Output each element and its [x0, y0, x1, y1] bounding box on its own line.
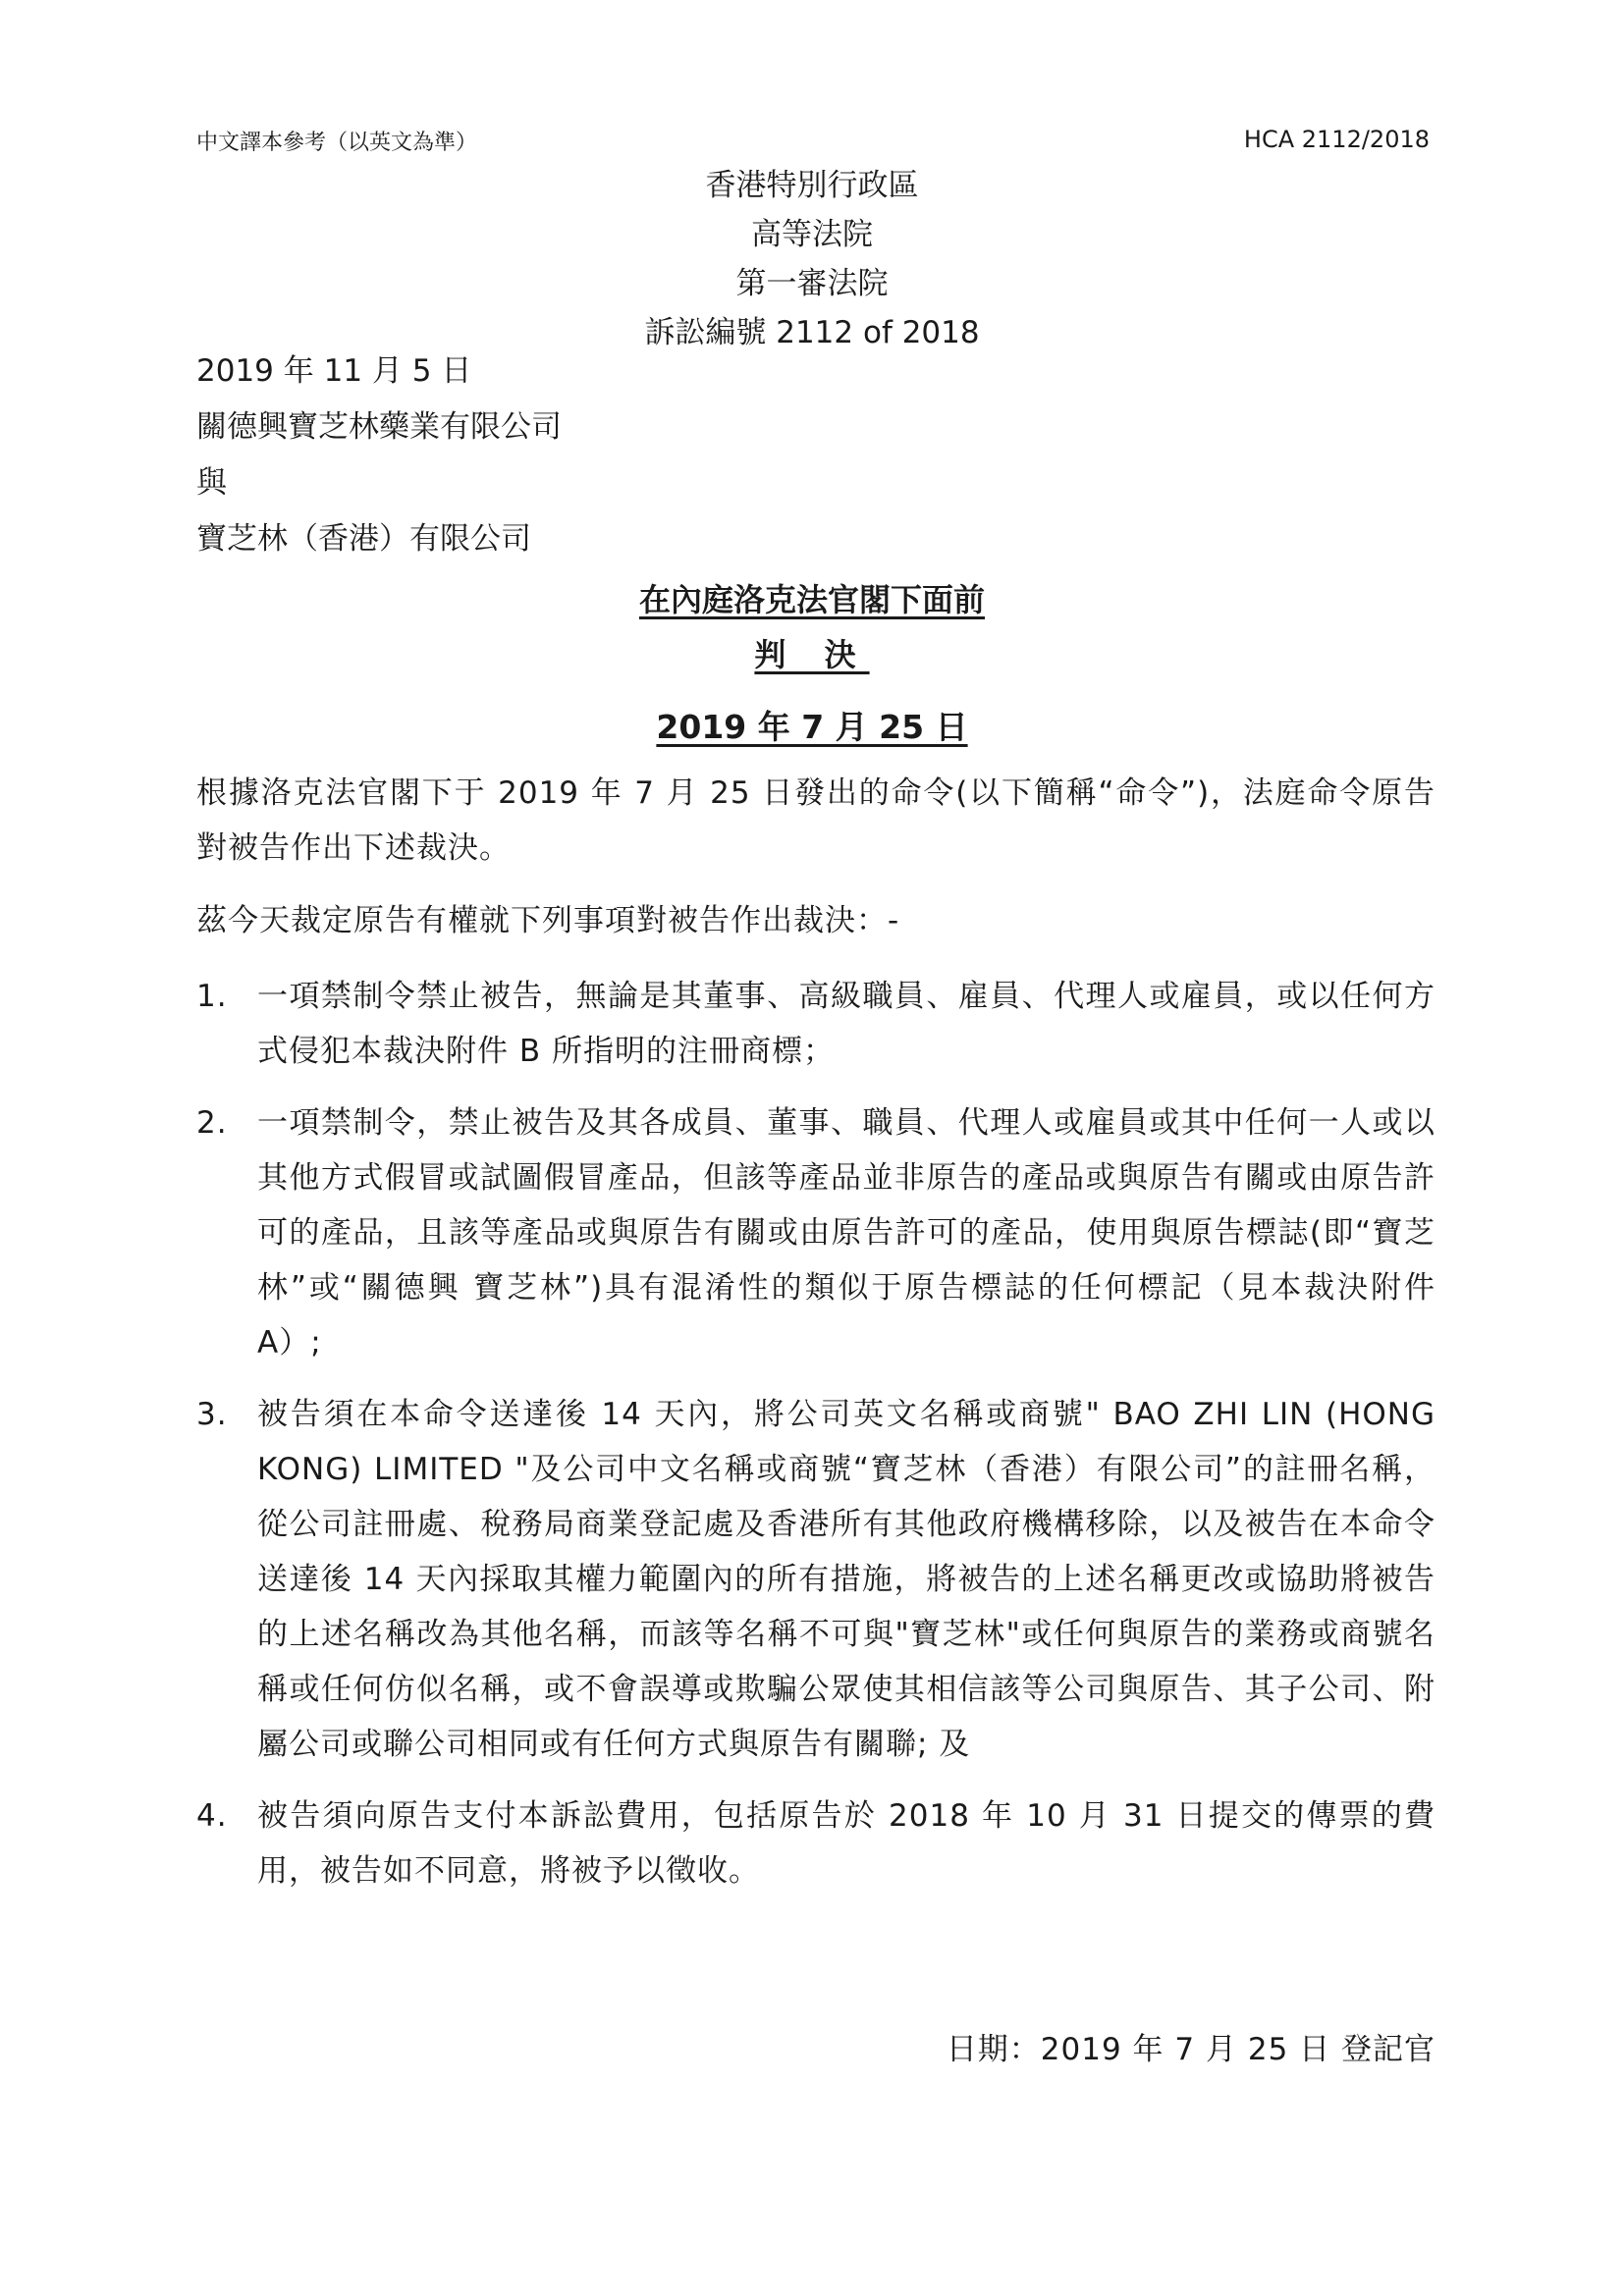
- court-region: 香港特別行政區: [705, 168, 919, 203]
- order-list: [196, 969, 1435, 1915]
- filing-date: 2019 年 11 月 5 日: [196, 353, 472, 389]
- list-item: [196, 1095, 1435, 1370]
- item-text: 一項禁制令禁止被告，無論是其董事、高級職員、雇員、代理人或雇員，或以任何方式侵犯本裁決附件 B 所指明的注冊商標；: [257, 979, 1435, 1069]
- action-number: 訴訟編號 2112 of 2018: [644, 315, 980, 350]
- judgment-date-title: [0, 702, 1624, 748]
- court-name: 高等法院: [751, 217, 873, 252]
- and-connector: 與: [196, 465, 227, 501]
- item-number: 1.: [196, 979, 228, 1014]
- parties-block: [196, 344, 562, 567]
- item-number: 3.: [196, 1397, 228, 1432]
- item-text: 被告須向原告支付本訴訟費用，包括原告於 2018 年 10 月 31 日提交的傳票的費用，被告如不同意，將被予以徵收。: [257, 1798, 1435, 1889]
- before-judge-text: 在內庭洛克法官閣下面前: [638, 581, 985, 618]
- judgment-title: [0, 630, 1624, 675]
- list-item: [196, 1789, 1435, 1898]
- item-number: 4.: [196, 1798, 228, 1834]
- plaintiff-name: 關德興寶芝林藥業有限公司: [196, 409, 562, 445]
- date-signoff: 日期：2019 年 7 月 25 日 登記官: [946, 2032, 1435, 2067]
- item-text: 一項禁制令，禁止被告及其各成員、董事、職員、代理人或雇員或其中任何一人或以其他方式假冒或試圖假冒產品，但該等產品並非原告的產品或與原告有關或由原告許可的產品，且該等產品或與原告有關或由原告許可的產品，使用與原告標誌(即“寶芝林”或“關德興 寶芝林”)具有混淆性的類似于原告標誌的任何標記（見本裁決附件 A）;: [257, 1105, 1435, 1361]
- item-number: 2.: [196, 1105, 228, 1141]
- translation-note: 中文譯本參考（以英文為準）: [196, 131, 478, 155]
- defendant-name: 寶芝林（香港）有限公司: [196, 521, 531, 557]
- case-reference: HCA 2112/2018: [1243, 126, 1430, 153]
- judgment-text: 判 決: [754, 636, 870, 673]
- intro-paragraph: 根據洛克法官閣下于 2019 年 7 月 25 日發出的命令(以下簡稱“命令”)，法庭命令原告對被告作出下述裁決。: [196, 775, 1435, 866]
- decree-paragraph: 茲今天裁定原告有權就下列事項對被告作出裁決：-: [196, 903, 900, 938]
- list-item: [196, 969, 1435, 1079]
- list-item: [196, 1387, 1435, 1772]
- item-text: 被告須在本命令送達後 14 天內，將公司英文名稱或商號" BAO ZHI LIN (HONG KONG) LIMITED "及公司中文名稱或商號“寶芝林（香港）有限公司”的註冊名稱，從公司註冊處、稅務局商業登記處及香港所有其他政府機構移除，以及被告在本命令送達後 14 天內採取其權力範圍內的所有措施，將被告的上述名稱更改或協助將被告的上述名稱改為其他名稱，而該等名稱不可與"寶芝林"或任何與原告的業務或商號名稱或任何仿似名稱，或不會誤導或欺騙公眾使其相信該等公司與原告、其子公司、附屬公司或聯公司相同或有任何方式與原告有關聯; 及: [257, 1397, 1435, 1762]
- before-judge-title: [0, 575, 1624, 620]
- judgment-date-text: 2019 年 7 月 25 日: [656, 708, 968, 746]
- court-heading: [0, 161, 1624, 357]
- court-division: 第一審法院: [735, 266, 889, 301]
